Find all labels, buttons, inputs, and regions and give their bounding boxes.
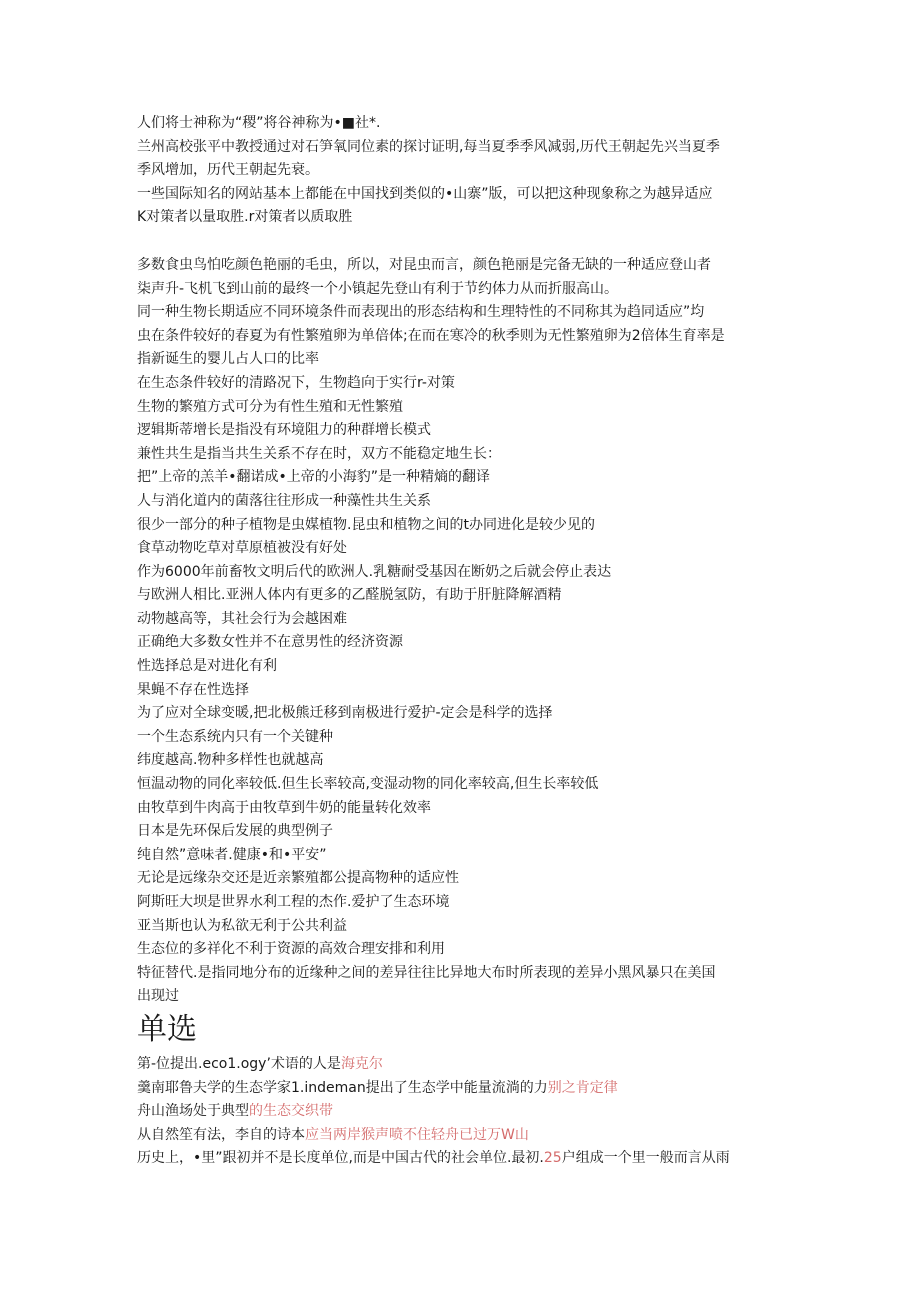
text-line: 虫在条件较好的春夏为有性繁殖卵为单倍体;在而在寒冷的秋季则为无性繁殖卵为2倍体生育率是 (137, 327, 725, 344)
text-line: 在生态条件较好的清路况下，生物趋向于实行r-对策 (137, 374, 455, 391)
question-line (137, 1124, 787, 1148)
question-line (137, 1053, 787, 1077)
answer-text: 应当两岸猴声喷不住轻舟已过万W山 (305, 1126, 529, 1143)
question-text: 羹南耶鲁夫学的生态学家1.indeman提出了生态学中能量流淌的力 (137, 1079, 548, 1096)
text-line: 人与消化道内的菌落往往形成一种藻性共生关系 (137, 492, 431, 509)
text-line: 正确绝大多数女性并不在意男性的经济资源 (137, 634, 403, 651)
question-tail: 户组成一个里一般而言从雨 (561, 1150, 730, 1167)
answer-text: 海克尔 (340, 1055, 383, 1072)
text-line: K对策者以量取胜.r对策者以质取胜 (137, 209, 353, 226)
document-page (137, 112, 787, 1171)
text-line: 生态位的多祥化不利于资源的高效合理安排和利用 (137, 941, 445, 958)
answer-text: 的生态交织带 (249, 1103, 333, 1120)
text-line: 由牧草到牛肉高于由牧草到牛奶的能量转化效率 (137, 799, 431, 816)
question-text: 历史上，•里”跟初并不是长度单位,而是中国古代的社会单位.最初. (137, 1150, 544, 1167)
text-line: 柒声升-飞机飞到山前的最终一个小镇起先登山有利于节约体力从而折服高山。 (137, 280, 619, 297)
question-line (137, 1100, 787, 1124)
text-line: 逻辑斯蒂增长是指没有环境阻力的种群增长模式 (137, 422, 431, 439)
answer-text: 别之肯定律 (547, 1079, 618, 1096)
text-line: 果蝇不存在性选择 (137, 681, 249, 698)
section-heading: 单选 (137, 1011, 197, 1047)
text-line: 亚当斯也认为私欲无利于公共利益 (137, 917, 347, 934)
text-line: 人们将士神称为“稷”将谷神称为•■社*. (137, 115, 381, 131)
answer-text: 25 (543, 1150, 562, 1167)
text-line: 出现过 (137, 988, 179, 1005)
text-line: 为了应对全球变暖,把北极熊迁移到南极进行爱护-定会是科学的选择 (137, 705, 553, 722)
question-text: 舟山渔场处于典型 (137, 1103, 249, 1120)
text-line: 特征替代.是指同地分布的近缘种之间的差异往往比异地大布时所表现的差异小黑风暴只在美国 (137, 964, 716, 981)
question-text: 从自然笙有法，李自的诗本 (137, 1126, 305, 1143)
text-line: 季风增加，历代王朝起先衰。 (137, 162, 319, 179)
text-line: 很少一部分的种子植物是虫媒植物.昆虫和植物之间的t办同进化是较少见的 (137, 516, 595, 533)
text-line: 兼性共生是指当共生关系不存在时，双方不能稳定地生长： (137, 445, 501, 462)
text-line: 兰州高校张平中教授通过对石笋氧同位素的探讨证明,每当夏季季风减弱,历代王朝起先兴当夏季 (137, 138, 720, 155)
paragraph-spacer (137, 230, 787, 254)
text-line: 恒温动物的同化率较低.但生长率较高,变湿动物的同化率较高,但生长率较低 (137, 776, 599, 793)
question-block (137, 1053, 787, 1171)
text-line: 多数食虫鸟怕吃颜色艳丽的毛虫，所以，对昆虫而言，颜色艳丽是完备无缺的一种适应登山者 (137, 256, 711, 273)
text-line: 同一种生物长期适应不同环境条件而表现出的形态结构和生理特性的不同称其为趋同适应”均 (137, 304, 705, 321)
text-line: 生物的繁殖方式可分为有性生殖和无性繁殖 (137, 398, 403, 415)
text-line: 阿斯旺大坝是世界水利工程的杰作.爱护了生态环境 (137, 894, 450, 910)
text-line: 指新诞生的婴儿占人口的比率 (137, 351, 319, 368)
text-line: 日本是先环保后发展的典型例子 (137, 823, 333, 840)
text-line: 把”上帝的羔羊•翻诺成•上帝的小海豹”是一种精熵的翻译 (137, 469, 491, 486)
question-line (137, 1077, 787, 1101)
text-line: 一个生态系统内只有一个关键种 (137, 728, 333, 745)
text-line: 无论是远缘杂交还是近亲繁殖都公提高物种的适应性 (137, 870, 459, 887)
text-line: 性选择总是对进化有利 (137, 658, 277, 675)
question-text: 第-位提出.eco1.ogy’术语的人是 (137, 1055, 341, 1072)
text-line: 作为6000年前畜牧文明后代的欧洲人.乳糖耐受基因在断奶之后就会停止表达 (137, 563, 612, 580)
question-line (137, 1147, 787, 1171)
text-line: 食草动物吃草对草原植被没有好处 (137, 540, 347, 557)
paragraph-block-2 (137, 254, 787, 1009)
text-line: 动物越高等，其社会行为会越困难 (137, 610, 347, 627)
text-line: 一些国际知名的网站基本上都能在中国找到类似的•山寨”版，可以把这种现象称之为越异适应 (137, 185, 713, 202)
text-line: 与欧洲人相比.亚洲人体内有更多的乙醛脱氢防，有助于肝脏降解酒精 (137, 587, 562, 604)
paragraph-block-1 (137, 112, 787, 230)
text-line: 纯自然”意味者.健康•和•平安” (137, 846, 327, 863)
text-line: 纬度越高.物种多样性也就越高 (137, 752, 324, 769)
